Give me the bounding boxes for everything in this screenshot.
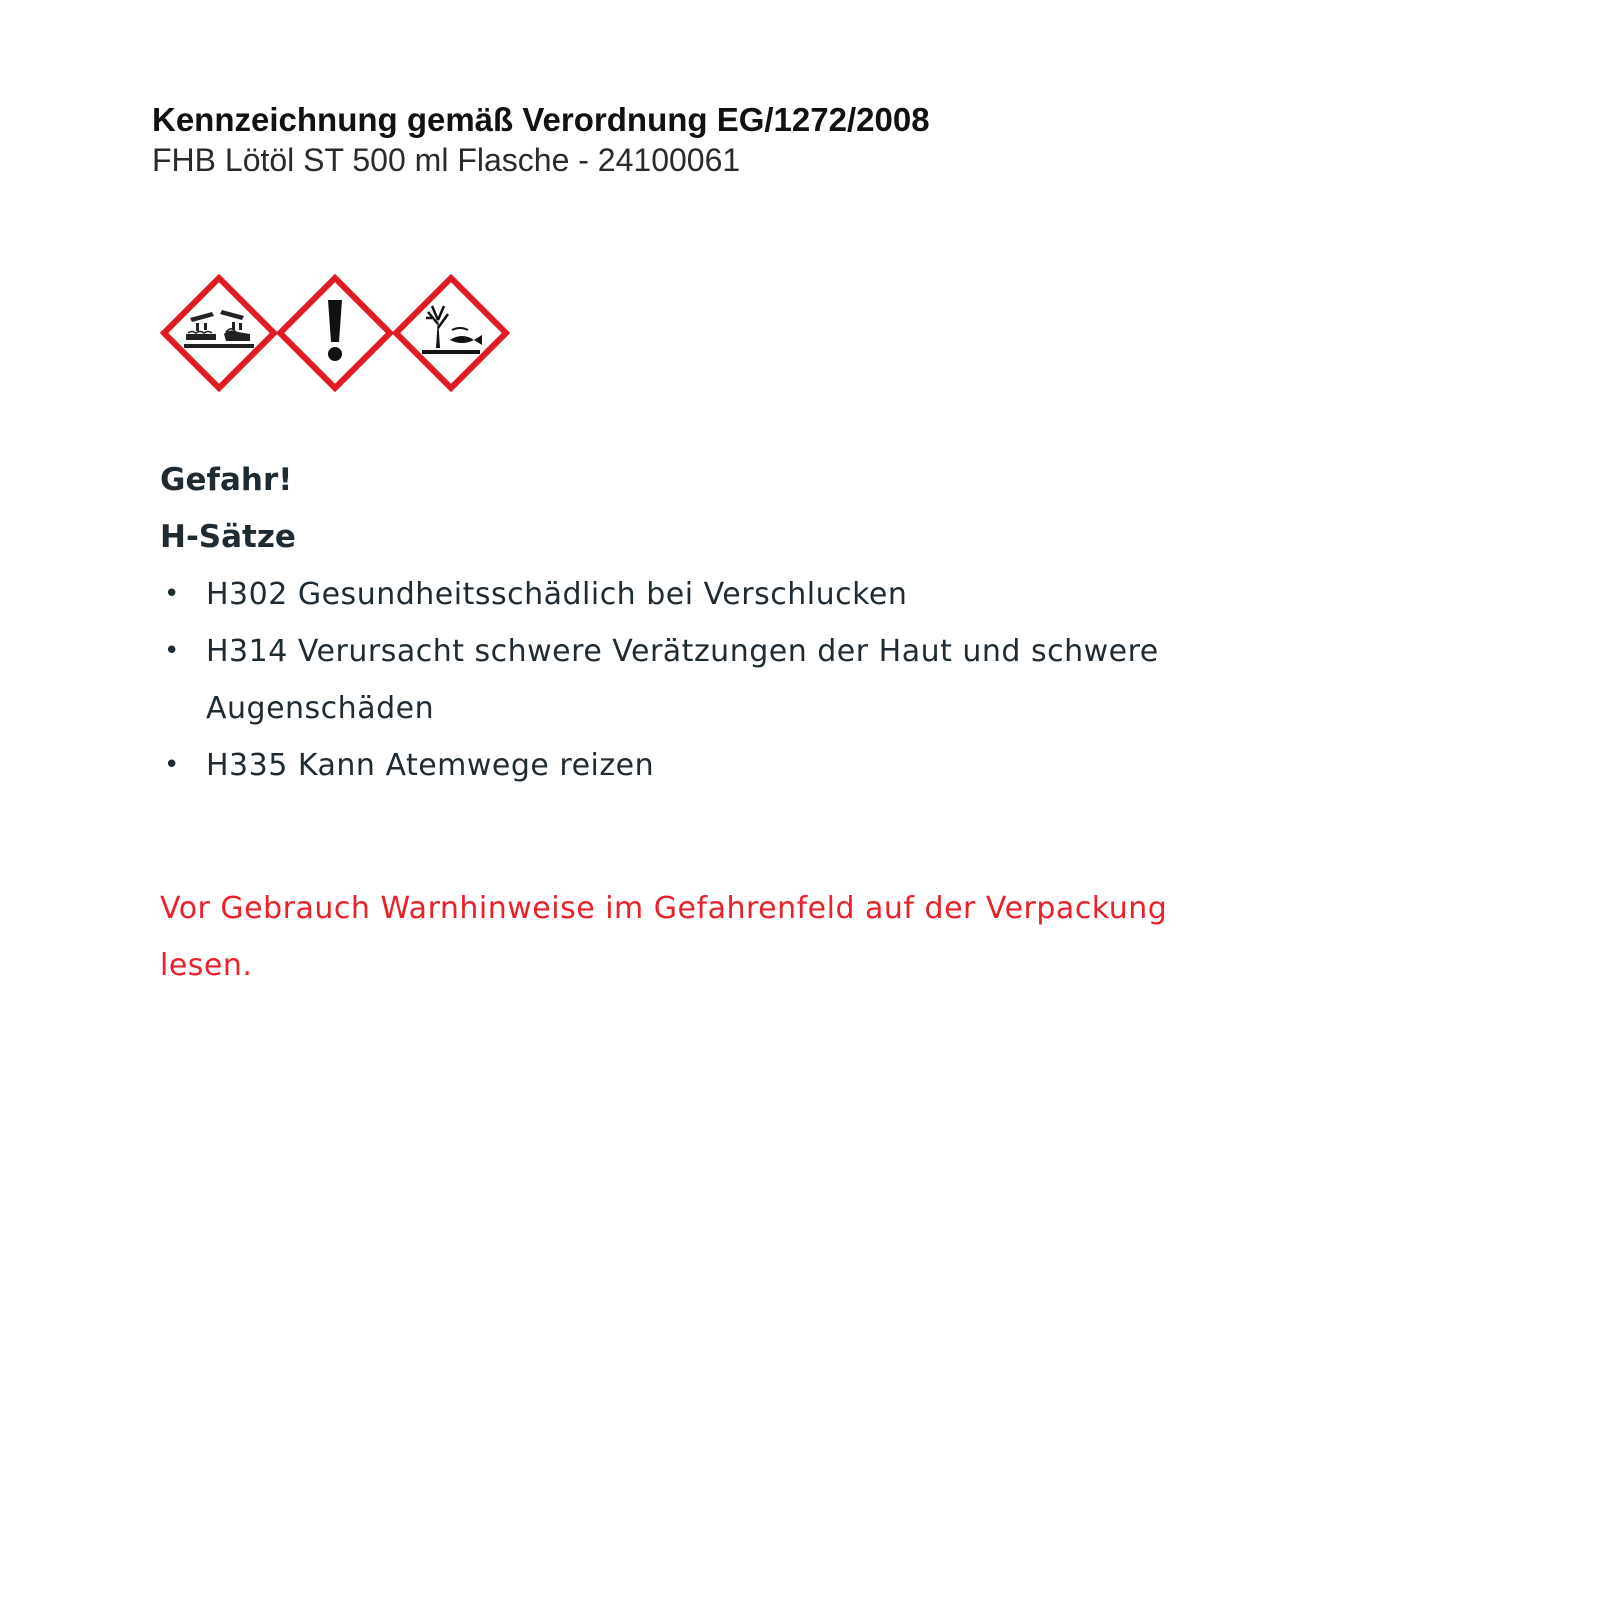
environment-icon (392, 274, 510, 392)
list-item (160, 737, 1226, 794)
warning-note: Vor Gebrauch Warnhinweise im Gefahrenfeld auf der Verpackung lesen. (160, 891, 1168, 983)
h-statement-text: H314 Verursacht schwere Verätzungen der Haut und schwere Augenschäden (206, 634, 1159, 726)
product-subtitle: FHB Lötöl ST 500 ml Flasche - 24100061 (152, 142, 741, 178)
corrosion-icon (160, 274, 278, 392)
hazard-statements-section (160, 452, 1420, 794)
h-statement-text: H302 Gesundheitsschädlich bei Verschlucken (206, 577, 908, 612)
exclamation-mark-icon (276, 274, 394, 392)
bullet-icon: • (164, 579, 180, 609)
list-item (160, 623, 1226, 737)
ghs-pictograms (160, 274, 520, 394)
signal-word: Gefahr! (160, 462, 293, 498)
h-statements-heading: H-Sätze (160, 519, 296, 555)
bullet-icon: • (164, 750, 180, 780)
h-statements-list (160, 566, 1420, 794)
page-title: Kennzeichnung gemäß Verordnung EG/1272/2008 (152, 101, 930, 138)
label-header (152, 100, 1452, 180)
list-item (160, 566, 1226, 623)
h-statement-text: H335 Kann Atemwege reizen (206, 748, 655, 783)
bullet-icon: • (164, 636, 180, 666)
